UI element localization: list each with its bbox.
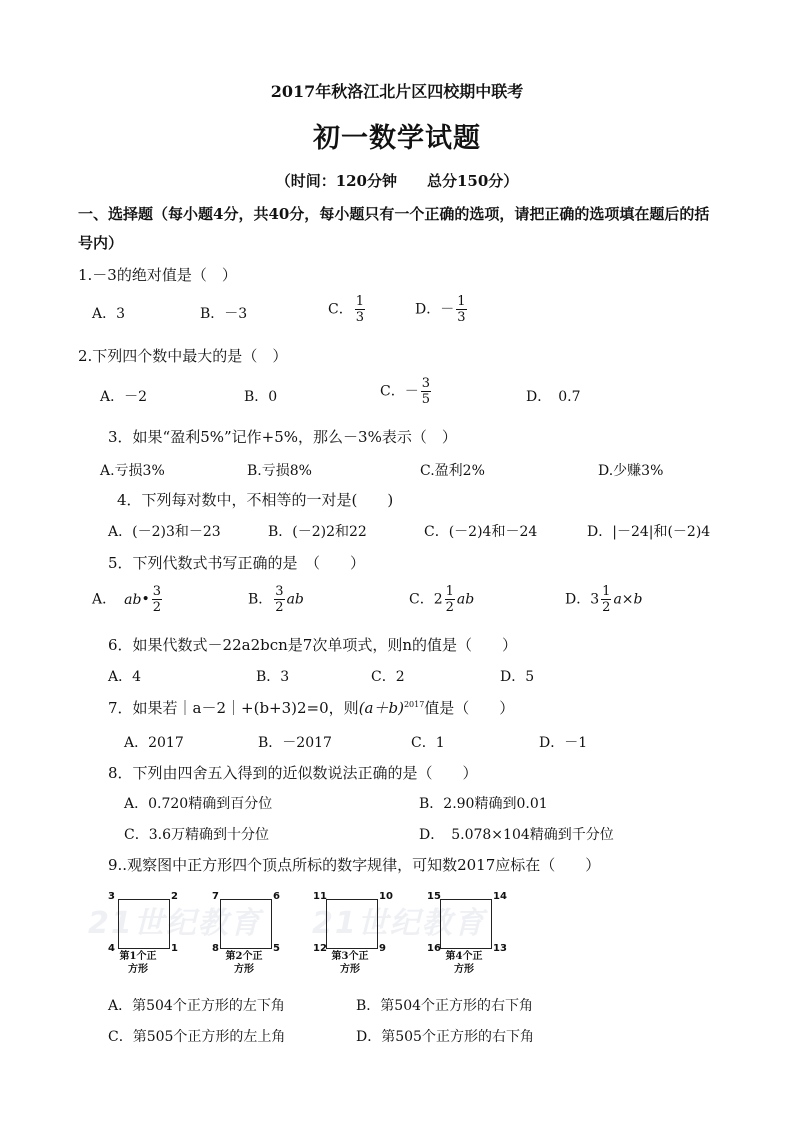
vertex-number: 13 [493, 943, 507, 954]
vertex-number: 14 [493, 891, 507, 902]
square-caption: 第2个正方形 [225, 951, 263, 975]
vertex-number: 12 [313, 943, 327, 954]
q7-option-c: C．1 [411, 735, 445, 751]
vertex-number: 9 [379, 943, 386, 954]
vertex-number: 6 [273, 891, 280, 902]
q8-option-a: A．0.720精确到百分位 [124, 796, 273, 812]
q3-option-c: C.盈利2% [420, 463, 485, 479]
question-4-stem: 4．下列每对数中，不相等的一对是( ) [117, 491, 394, 509]
fraction: $\frac{3}{5}$ [421, 376, 430, 407]
q5-option-c: C．2 $\frac{1}{2}$ ab [409, 584, 475, 615]
question-1-stem: 1.－3的绝对值是（ ） [78, 266, 237, 284]
q2-option-d: D． 0.7 [526, 389, 581, 405]
page-title: 初一数学试题 [313, 123, 481, 154]
vertex-number: 16 [427, 943, 441, 954]
q3-option-d: D.少赚3% [598, 463, 664, 479]
question-2-stem: 2.下列四个数中最大的是（ ） [78, 347, 288, 365]
fraction: $\frac{3}{2}$ [275, 584, 284, 615]
q6-option-a: A．4 [108, 669, 142, 685]
question-9-stem: 9..观察图中正方形四个顶点所标的数字规律，可知数2017应标在（ ） [108, 856, 601, 874]
question-5-stem: 5．下列代数式书写正确的是 （ ） [108, 554, 366, 572]
question-8-stem: 8．下列由四舍五入得到的近似数说法正确的是（ ） [108, 764, 478, 782]
q9-option-d: D．第505个正方形的右下角 [356, 1029, 534, 1045]
square-caption: 第4个正方形 [445, 951, 483, 975]
square-2 [220, 899, 272, 949]
q2-option-c: C．－ $\frac{3}{5}$ [380, 376, 430, 407]
q8-option-d: D． 5.078×104精确到千分位 [419, 827, 614, 843]
vertex-number: 5 [273, 943, 280, 954]
exam-name: 2017年秋洛江北片区四校期中联考 [270, 82, 524, 101]
q4-option-b: B．(－2)2和22 [268, 524, 367, 540]
vertex-number: 1 [171, 943, 178, 954]
q1-option-c: C． $\frac{1}{3}$ [328, 294, 364, 325]
q6-option-d: D．5 [500, 669, 535, 685]
q4-option-d: D．|－24|和(－2)4 [587, 524, 711, 540]
question-7-stem: 7．如果若｜a－2｜+(b+3)2=0，则$(a+b)^{2017}$值是（ ） [108, 699, 515, 717]
vertex-number: 10 [379, 891, 393, 902]
q2-option-a: A．－2 [100, 389, 148, 405]
square-3 [326, 899, 378, 949]
q2-option-b: B．0 [244, 389, 278, 405]
vertex-number: 15 [427, 891, 441, 902]
square-1 [118, 899, 170, 949]
square-4 [440, 899, 492, 949]
question-6-stem: 6．如果代数式－22a2bcn是7次单项式，则n的值是（ ） [108, 636, 517, 654]
square-caption: 第1个正方形 [119, 951, 157, 975]
q7-option-b: B．－2017 [258, 735, 332, 751]
squares-figure [88, 890, 520, 980]
q9-option-c: C．第505个正方形的左上角 [108, 1029, 286, 1045]
q1-option-b: B．－3 [200, 306, 248, 322]
fraction: $\frac{1}{2}$ [602, 584, 611, 615]
section-heading: 一、选择题（每小题4分，共40分，每小题只有一个正确的选项，请把正确的选项填在题后的括号内） [78, 205, 710, 252]
q5-option-d: D．3 $\frac{1}{2}$ a×b [565, 584, 643, 615]
watermark: 21世纪教育 [88, 906, 262, 941]
q4-option-c: C．(－2)4和－24 [424, 524, 538, 540]
vertex-number: 7 [212, 891, 219, 902]
q5-option-a: A． ab• $\frac{3}{2}$ [92, 584, 161, 615]
fraction: $\frac{1}{2}$ [445, 584, 454, 615]
watermark: 21世纪教育 [312, 906, 486, 941]
question-3-stem: 3．如果“盈利5%”记作+5%，那么－3%表示（ ） [108, 428, 457, 446]
vertex-number: 4 [108, 943, 115, 954]
fraction: $\frac{3}{2}$ [152, 584, 161, 615]
q6-option-c: C．2 [371, 669, 405, 685]
square-caption: 第3个正方形 [331, 951, 369, 975]
q7-option-a: A．2017 [124, 735, 184, 751]
q1-option-a: A．3 [92, 306, 126, 322]
q7-option-d: D．－1 [539, 735, 588, 751]
q5-option-b: B． $\frac{3}{2}$ ab [248, 584, 304, 615]
q1-option-d: D．－ $\frac{1}{3}$ [415, 294, 466, 325]
q9-option-b: B．第504个正方形的右下角 [356, 998, 534, 1014]
q9-option-a: A．第504个正方形的左下角 [108, 998, 285, 1014]
fraction: $\frac{1}{3}$ [457, 294, 466, 325]
vertex-number: 8 [212, 943, 219, 954]
q3-option-b: B.亏损8% [247, 463, 312, 479]
q8-option-b: B．2.90精确到0.01 [419, 796, 548, 812]
time-info: （时间：120分钟 总分150分） [275, 172, 519, 190]
q6-option-b: B．3 [256, 669, 290, 685]
vertex-number: 2 [171, 891, 178, 902]
fraction: $\frac{1}{3}$ [355, 294, 364, 325]
vertex-number: 3 [108, 891, 115, 902]
q4-option-a: A．(－2)3和－23 [108, 524, 221, 540]
q3-option-a: A.亏损3% [100, 463, 165, 479]
q8-option-c: C．3.6万精确到十分位 [124, 827, 269, 843]
vertex-number: 11 [313, 891, 327, 902]
